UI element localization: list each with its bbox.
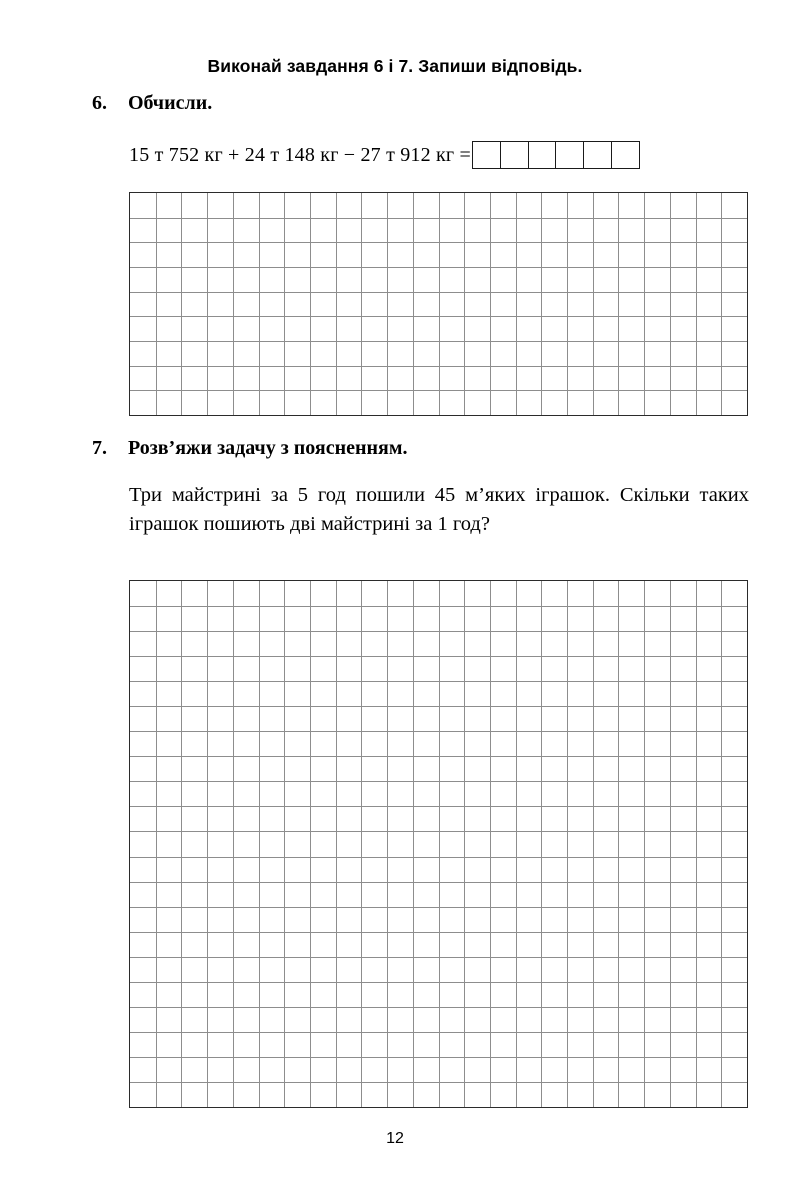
grid-line-vertical — [310, 193, 311, 415]
task-6-expression-row — [129, 140, 640, 170]
answer-cell[interactable] — [555, 141, 584, 170]
grid-line-vertical — [361, 193, 362, 415]
grid-line-vertical — [593, 193, 594, 415]
grid-line-vertical — [284, 193, 285, 415]
grid-line-vertical — [259, 193, 260, 415]
grid-line-vertical — [233, 581, 234, 1107]
grid-line-vertical — [207, 581, 208, 1107]
grid-line-vertical — [670, 581, 671, 1107]
grid-line-vertical — [696, 581, 697, 1107]
grid-line-vertical — [644, 581, 645, 1107]
grid-line-vertical — [207, 193, 208, 415]
grid-line-vertical — [336, 193, 337, 415]
grid-line-vertical — [567, 193, 568, 415]
task-7-number: 7. — [92, 437, 107, 459]
grid-line-vertical — [541, 193, 542, 415]
grid-line-vertical — [644, 193, 645, 415]
grid-line-vertical — [284, 581, 285, 1107]
grid-line-vertical — [336, 581, 337, 1107]
grid-line-vertical — [413, 581, 414, 1107]
task-7-grid[interactable] — [129, 580, 748, 1108]
answer-cell[interactable] — [583, 141, 612, 170]
grid-line-vertical — [464, 193, 465, 415]
answer-cell[interactable] — [528, 141, 557, 170]
task-6-number: 6. — [92, 92, 107, 114]
task-6-expression: 15 т 752 кг + 24 т 148 кг − 27 т 912 кг = — [129, 144, 472, 166]
grid-line-vertical — [181, 193, 182, 415]
grid-line-vertical — [310, 581, 311, 1107]
grid-line-vertical — [387, 193, 388, 415]
grid-line-vertical — [670, 193, 671, 415]
grid-line-vertical — [567, 581, 568, 1107]
answer-cell[interactable] — [611, 141, 640, 170]
grid-line-vertical — [618, 581, 619, 1107]
page-instruction: Виконай завдання 6 і 7. Запиши відповідь. — [207, 56, 583, 76]
task-6-title: Обчисли. — [128, 92, 213, 114]
task-7-title: Розв’яжи задачу з поясненням. — [128, 437, 408, 459]
grid-line-vertical — [181, 581, 182, 1107]
grid-line-vertical — [413, 193, 414, 415]
grid-line-vertical — [259, 581, 260, 1107]
grid-line-vertical — [439, 581, 440, 1107]
grid-line-vertical — [233, 193, 234, 415]
grid-line-vertical — [387, 581, 388, 1107]
grid-line-vertical — [490, 581, 491, 1107]
grid-line-vertical — [361, 581, 362, 1107]
grid-line-vertical — [156, 581, 157, 1107]
page-number: 12 — [386, 1130, 404, 1147]
grid-line-vertical — [464, 581, 465, 1107]
grid-line-vertical — [516, 193, 517, 415]
answer-cell[interactable] — [500, 141, 529, 170]
task-6-grid[interactable] — [129, 192, 748, 416]
grid-line-vertical — [516, 581, 517, 1107]
grid-line-vertical — [490, 193, 491, 415]
grid-line-vertical — [593, 581, 594, 1107]
grid-line-vertical — [696, 193, 697, 415]
grid-line-vertical — [618, 193, 619, 415]
answer-cell[interactable] — [472, 141, 501, 170]
task-6-answer-boxes[interactable] — [473, 141, 640, 170]
grid-line-vertical — [439, 193, 440, 415]
grid-line-vertical — [156, 193, 157, 415]
grid-line-vertical — [541, 581, 542, 1107]
grid-line-vertical — [721, 193, 722, 415]
task-7-problem-text: Три майстрині за 5 год пошили 45 м’яких іграшок. Скільки таких іграшок пошиють дві майстрині за 1 год? — [129, 484, 749, 535]
grid-line-vertical — [721, 581, 722, 1107]
